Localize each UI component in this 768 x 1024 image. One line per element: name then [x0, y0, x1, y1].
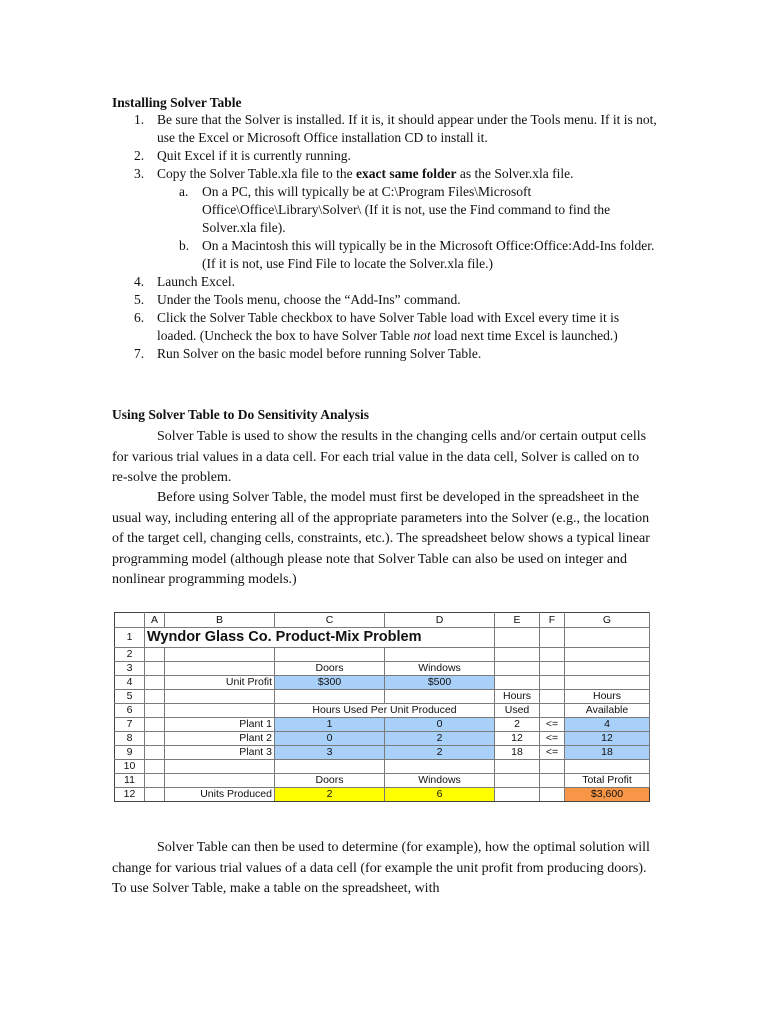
step-text: Quit Excel if it is currently running. [157, 148, 351, 163]
sheet-row [115, 704, 650, 718]
cell[interactable] [145, 774, 165, 788]
sheet-row [115, 676, 650, 690]
sheet-row [115, 718, 650, 732]
column-header[interactable]: C [275, 613, 385, 628]
step-text-post: as the Solver.xla file. [456, 166, 574, 181]
windows-header[interactable]: Windows [385, 774, 495, 788]
plant-hours-used[interactable]: 2 [495, 718, 540, 732]
cell[interactable] [145, 676, 165, 690]
total-profit-label[interactable]: Total Profit [565, 774, 650, 788]
plant-windows-hours[interactable]: 2 [385, 746, 495, 760]
constraint-operator[interactable]: <= [540, 746, 565, 760]
list-number: 6. [134, 310, 145, 325]
row-header[interactable]: 11 [115, 774, 145, 788]
constraint-operator[interactable]: <= [540, 732, 565, 746]
plant-hours-used[interactable]: 12 [495, 732, 540, 746]
plant-doors-hours[interactable]: 3 [275, 746, 385, 760]
cell[interactable] [145, 662, 165, 676]
sub-list-item [157, 183, 657, 237]
step-text-pre: Copy the Solver Table.xla file to the [157, 166, 357, 181]
cell[interactable] [540, 704, 565, 718]
plant-hours-available[interactable]: 18 [565, 746, 650, 760]
step-text: Launch Excel. [157, 274, 235, 289]
cell[interactable] [145, 704, 165, 718]
cell[interactable] [145, 718, 165, 732]
column-header[interactable]: G [565, 613, 650, 628]
column-header[interactable]: D [385, 613, 495, 628]
constraint-operator[interactable]: <= [540, 718, 565, 732]
used-header[interactable]: Used [495, 704, 540, 718]
sheet-row [115, 732, 650, 746]
sub-step-text: On a PC, this will typically be at C:\Program Files\Microsoft Office\Office\Library\Solver\ (If it is not, use the Find command to find the Solver.xla file). [202, 184, 611, 235]
plant-label[interactable]: Plant 2 [165, 732, 275, 746]
step-text-italic: not [413, 328, 431, 343]
list-item [112, 111, 657, 147]
units-produced-label[interactable]: Units Produced [165, 788, 275, 802]
list-item [112, 345, 657, 363]
cell[interactable] [495, 774, 540, 788]
list-item [112, 291, 657, 309]
row-header[interactable]: 3 [115, 662, 145, 676]
doors-header[interactable]: Doors [275, 662, 385, 676]
install-heading: Installing Solver Table [112, 95, 242, 110]
hours-used-per-unit-header[interactable]: Hours Used Per Unit Produced [275, 704, 495, 718]
cell[interactable] [495, 788, 540, 802]
row-header[interactable]: 2 [115, 648, 145, 662]
column-header-row [115, 613, 650, 628]
list-number: 1. [134, 112, 145, 127]
sheet-title[interactable]: Wyndor Glass Co. Product-Mix Problem [145, 628, 495, 648]
row-header[interactable]: 1 [115, 628, 145, 648]
step-text: Run Solver on the basic model before running Solver Table. [157, 346, 482, 361]
cell[interactable] [540, 788, 565, 802]
row-header[interactable]: 8 [115, 732, 145, 746]
cell[interactable] [165, 774, 275, 788]
using-heading: Using Solver Table to Do Sensitivity Analysis [112, 407, 370, 422]
sheet-row [115, 662, 650, 676]
sheet-row [115, 648, 650, 662]
plant-hours-available[interactable]: 4 [565, 718, 650, 732]
cell[interactable] [565, 662, 650, 676]
sub-steps [157, 183, 657, 273]
cell[interactable] [275, 760, 385, 774]
plant-label[interactable]: Plant 1 [165, 718, 275, 732]
cell[interactable] [565, 676, 650, 690]
step-text-post: load next time Excel is launched.) [430, 328, 618, 343]
row-header[interactable]: 5 [115, 690, 145, 704]
cell[interactable] [540, 774, 565, 788]
sheet-row [115, 760, 650, 774]
cell[interactable] [165, 648, 275, 662]
cell[interactable] [385, 648, 495, 662]
install-steps [112, 111, 657, 363]
sub-list-number: b. [179, 238, 190, 253]
cell[interactable] [385, 760, 495, 774]
cell[interactable] [495, 648, 540, 662]
cell[interactable] [385, 690, 495, 704]
cell[interactable] [540, 690, 565, 704]
plant-windows-hours[interactable]: 0 [385, 718, 495, 732]
cell[interactable] [540, 628, 565, 648]
cell[interactable] [275, 690, 385, 704]
unit-profit-doors[interactable]: $300 [275, 676, 385, 690]
cell[interactable] [165, 760, 275, 774]
unit-profit-label[interactable]: Unit Profit [165, 676, 275, 690]
total-profit-value[interactable]: $3,600 [565, 788, 650, 802]
step-text: Be sure that the Solver is installed. If it is, it should appear under the Tools menu. If it is not, use the Excel or Microsoft Office installation CD to install it. [157, 112, 657, 145]
step-text-bold: exact same folder [356, 166, 457, 181]
cell[interactable] [165, 704, 275, 718]
available-header[interactable]: Available [565, 704, 650, 718]
column-header[interactable]: F [540, 613, 565, 628]
column-header[interactable]: E [495, 613, 540, 628]
step-text: Under the Tools menu, choose the “Add-Ins” command. [157, 292, 461, 307]
list-number: 4. [134, 274, 145, 289]
row-header[interactable]: 6 [115, 704, 145, 718]
plant-doors-hours[interactable]: 0 [275, 732, 385, 746]
plant-hours-available[interactable]: 12 [565, 732, 650, 746]
cell[interactable] [145, 690, 165, 704]
row-header[interactable]: 12 [115, 788, 145, 802]
units-produced-doors[interactable]: 2 [275, 788, 385, 802]
windows-header[interactable]: Windows [385, 662, 495, 676]
units-produced-windows[interactable]: 6 [385, 788, 495, 802]
sub-list-item [157, 237, 657, 273]
row-header[interactable]: 10 [115, 760, 145, 774]
row-header[interactable]: 9 [115, 746, 145, 760]
paragraph-2: Before using Solver Table, the model must first be developed in the spreadsheet in the usual way, including entering all of the appropriate parameters into the Solver (e.g., the location of the target cell, changing cells, constraints, etc.). The spreadsheet below shows a typical linear programming model (although please note that Solver Table can also be used on integer and nonlinear programming models.) [112, 490, 650, 587]
list-number: 7. [134, 346, 145, 361]
column-header[interactable]: A [145, 613, 165, 628]
cell[interactable] [145, 760, 165, 774]
sub-step-text: On a Macintosh this will typically be in the Microsoft Office:Office:Add-Ins folder. (If it is not, use Find File to locate the Solver.xla file.) [202, 238, 655, 271]
cell[interactable] [495, 628, 540, 648]
list-item [112, 147, 657, 165]
spreadsheet [114, 612, 650, 802]
corner-cell[interactable] [115, 613, 145, 628]
list-item [112, 165, 657, 273]
cell[interactable] [540, 662, 565, 676]
sheet-row [115, 690, 650, 704]
list-number: 2. [134, 148, 145, 163]
row-header[interactable]: 7 [115, 718, 145, 732]
cell[interactable] [540, 676, 565, 690]
cell[interactable] [540, 648, 565, 662]
cell[interactable] [495, 760, 540, 774]
list-number: 3. [134, 166, 145, 181]
plant-hours-used[interactable]: 18 [495, 746, 540, 760]
list-item [112, 309, 657, 345]
sub-list-number: a. [179, 184, 189, 199]
cell[interactable] [145, 746, 165, 760]
cell[interactable] [165, 690, 275, 704]
cell[interactable] [275, 648, 385, 662]
row-header[interactable]: 4 [115, 676, 145, 690]
hours-used-header[interactable]: Hours [495, 690, 540, 704]
plant-doors-hours[interactable]: 1 [275, 718, 385, 732]
cell[interactable] [145, 788, 165, 802]
sheet-row [115, 788, 650, 802]
cell[interactable] [145, 732, 165, 746]
plant-windows-hours[interactable]: 2 [385, 732, 495, 746]
sheet-row [115, 774, 650, 788]
cell[interactable] [495, 662, 540, 676]
doors-header[interactable]: Doors [275, 774, 385, 788]
cell[interactable] [565, 760, 650, 774]
cell[interactable] [540, 760, 565, 774]
list-number: 5. [134, 292, 145, 307]
unit-profit-windows[interactable]: $500 [385, 676, 495, 690]
sheet-row [115, 746, 650, 760]
plant-label[interactable]: Plant 3 [165, 746, 275, 760]
cell[interactable] [565, 628, 650, 648]
cell[interactable] [565, 648, 650, 662]
column-header[interactable]: B [165, 613, 275, 628]
step-text-pre: Click the Solver Table checkbox to have Solver Table load with Excel every time it is loaded. (Uncheck the box to have Solver Table [157, 310, 620, 343]
hours-available-header[interactable]: Hours [565, 690, 650, 704]
cell[interactable] [495, 676, 540, 690]
paragraph-1: Solver Table is used to show the results in the changing cells and/or certain output cells for various trial values in a data cell. For each trial value in the data cell, Solver is called on to re-solve the problem. [112, 429, 647, 485]
sheet-row [115, 628, 650, 648]
paragraph-3: Solver Table can then be used to determine (for example), how the optimal solution will change for various trial values of a data cell (for example the unit profit from producing doors). To use Solver Table, make a table on the spreadsheet, with [112, 840, 650, 896]
list-item [112, 273, 657, 291]
cell[interactable] [145, 648, 165, 662]
cell[interactable] [165, 662, 275, 676]
